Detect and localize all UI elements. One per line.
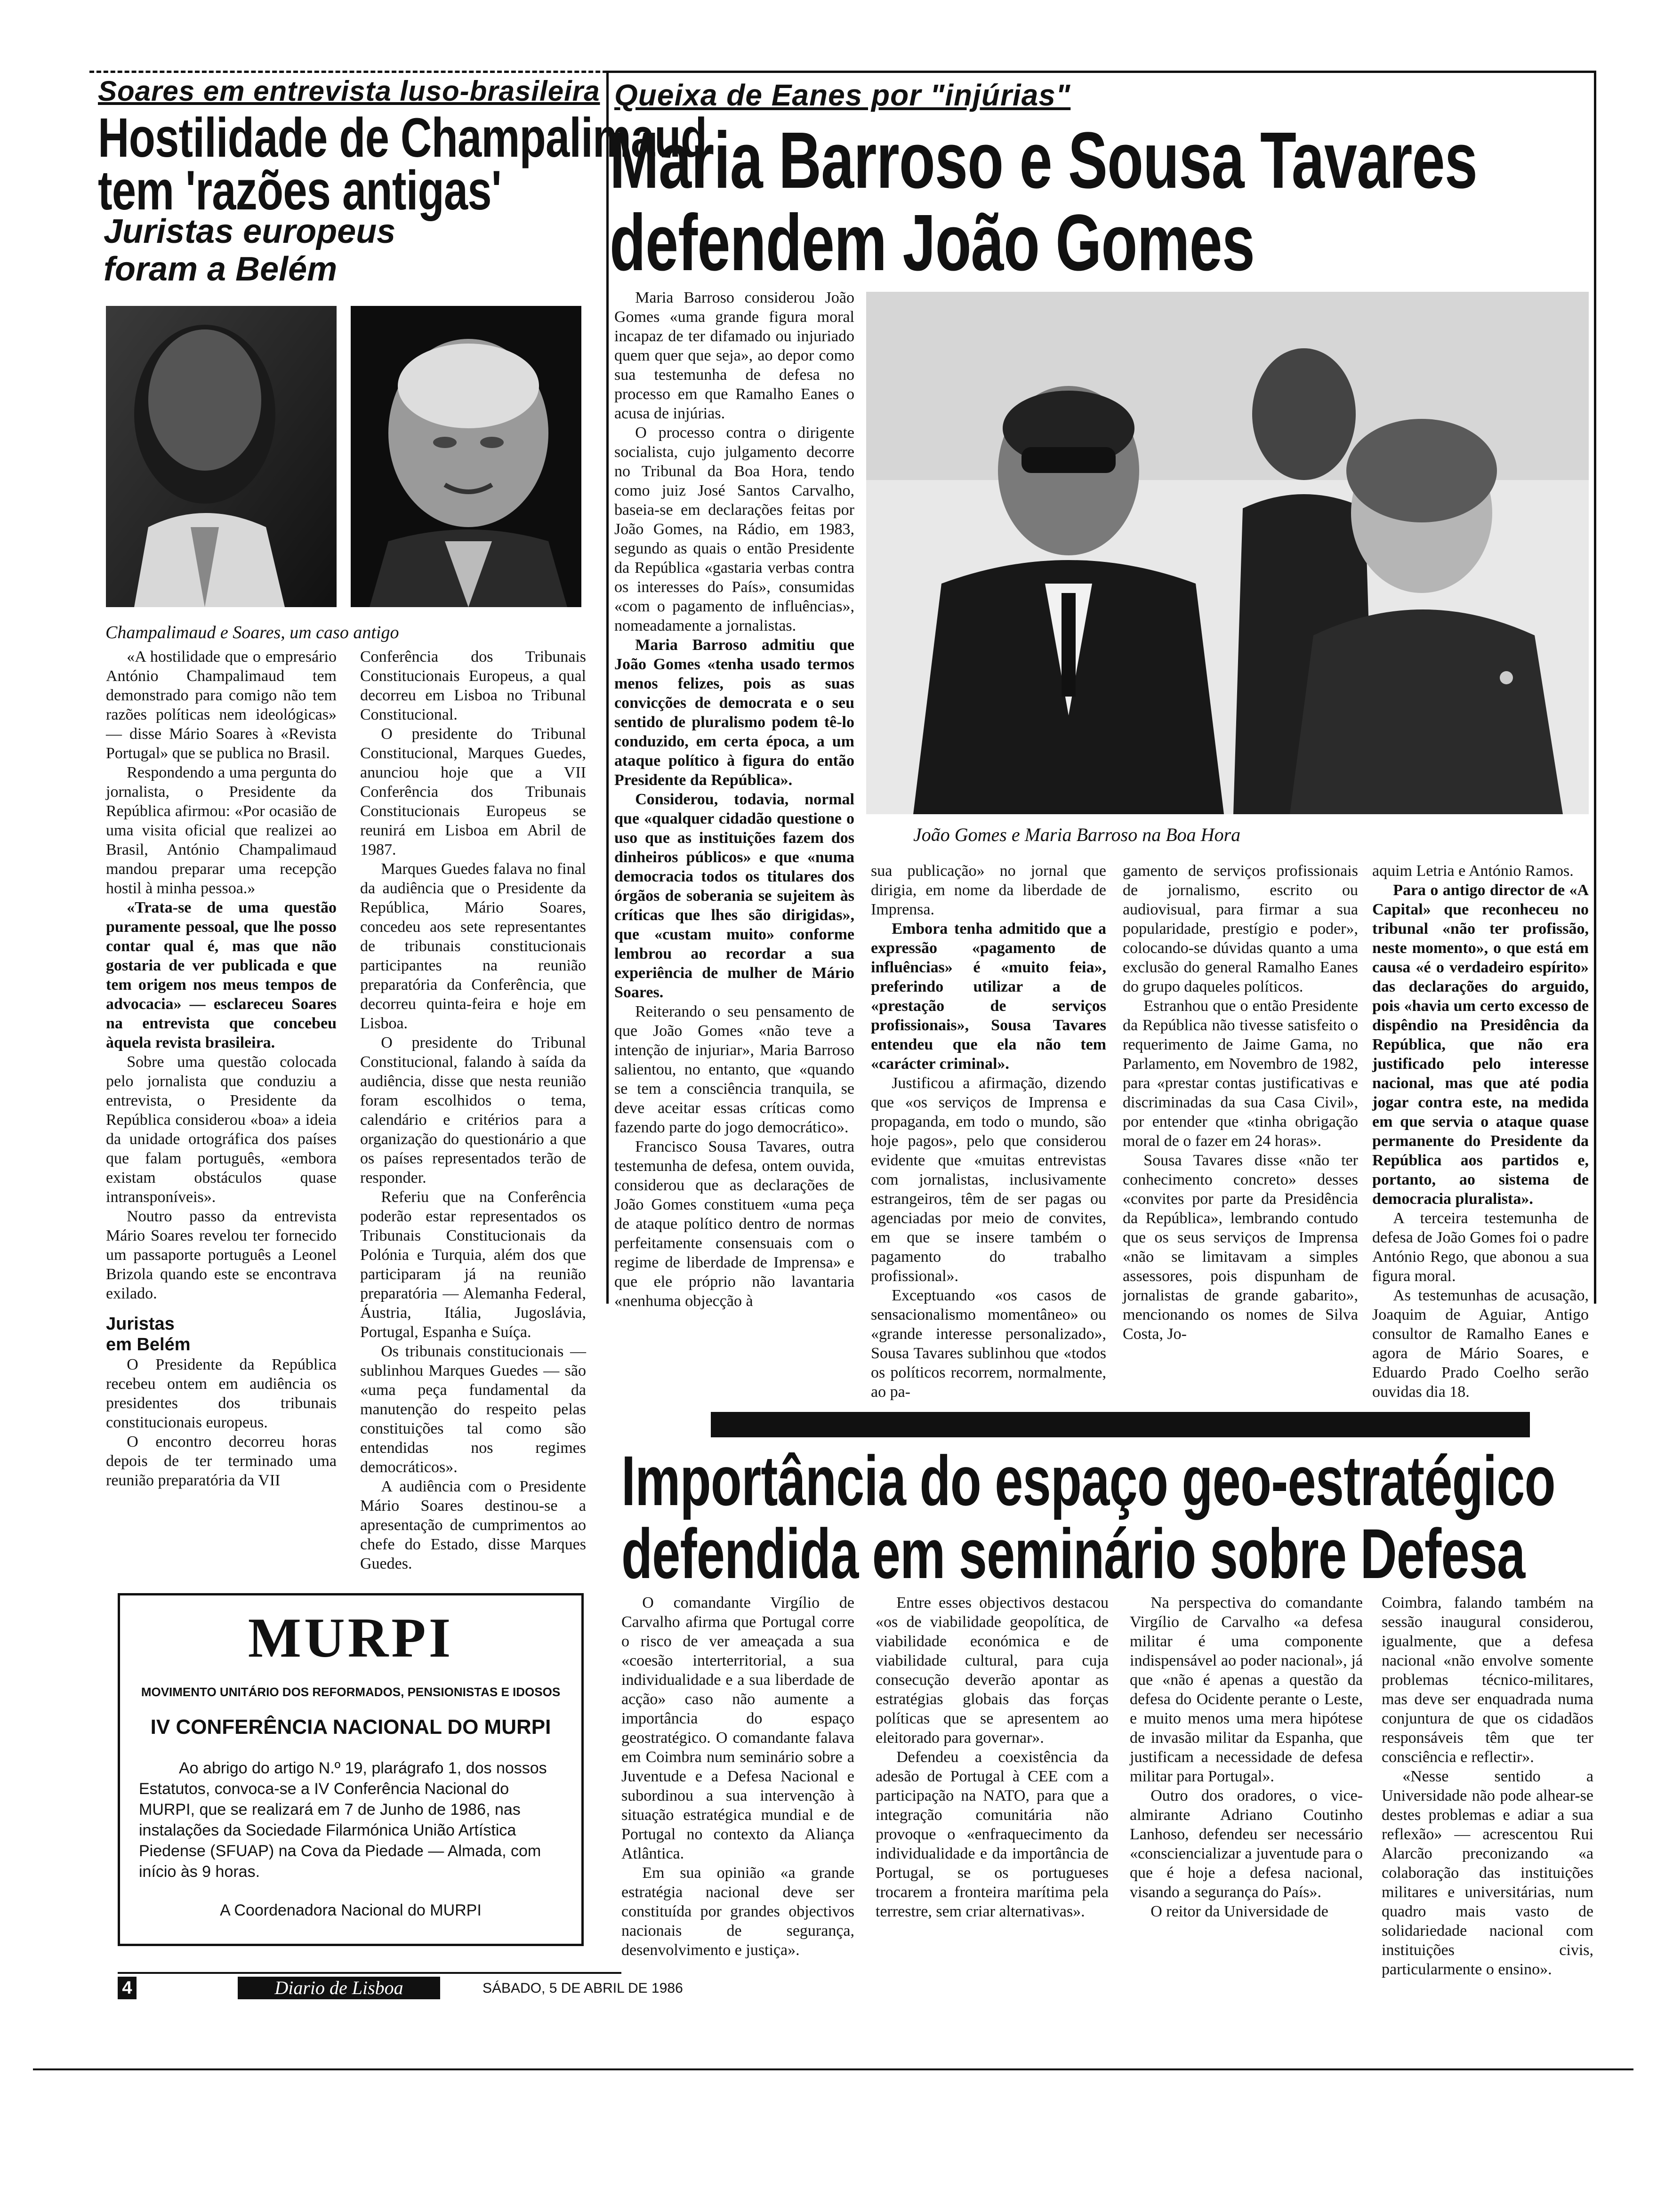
paragraph: Coimbra, falando também na sessão inaugural considerou, igualmente, que a defesa nacional «não envolve somente problemas técnico-militares, mas deve ser enquadrada numa conjuntura de que os cidadãos responsáveis têm que ter consciência e reflectir».: [1382, 1594, 1593, 1766]
paragraph: «Nesse sentido a Universidade não pode alhear-se destes problemas e adiar a sua reflexão» — acrescentou Rui Alarcão preconizando «a colaboração das instituições militares e universitárias, num quadro mais vasto de solidariedade nacional com instituições civis, particularmente o ensino».: [1382, 1768, 1593, 1978]
paragraph: «A hostilidade que o empresário António Champalimaud tem demonstrado para comigo não tem razões políticas nem ideológicas» — disse Mário Soares à «Revista Portugal» que se publica no Brasil.: [106, 648, 337, 762]
paragraph: Marques Guedes falava no final da audiência que o Presidente da República, Mário Soares, concedeu aos sete representantes de tribunais constitucionais participantes na reunião preparatória da Conferência, que decorreu quinta-feira e hoje em Lisboa.: [360, 860, 586, 1032]
paragraph: Exceptuando «os casos de sensacionalismo momentâneo» ou «grande interesse personalizado», Sousa Tavares sublinhou que «todos os políticos recorrem, normalmente, ao pa-: [871, 1287, 1106, 1401]
paragraph: Maria Barroso admitiu que João Gomes «tenha usado termos menos felizes, pois as suas convicções de democrata e o seu sentido de pluralismo podem tê-lo conduzido, em certa época, a um ataque político à figura do então Presidente da República».: [614, 636, 854, 789]
paragraph: Conferência dos Tribunais Constitucionais Europeus, a qual decorreu em Lisboa no Tribunal Constitucional.: [360, 648, 586, 723]
paragraph: aquim Letria e António Ramos.: [1372, 862, 1574, 880]
murpi-advertisement: [118, 1593, 584, 1946]
paragraph: O reitor da Universidade de: [1150, 1903, 1328, 1920]
paragraph: Francisco Sousa Tavares, outra testemunha de defesa, ontem ouvida, considerou que as declarações de João Gomes constituem «uma peça de ataque político dentro de normas perfeitamente consensuais com o regime de liberdade de Imprensa» e que ele próprio não lavantaria «nenhuma objecção à: [614, 1138, 854, 1310]
paragraph: Noutro passo da entrevista Mário Soares revelou ter fornecido um passaporte português a Leonel Brizola quando este se encontrava exilado.: [106, 1208, 337, 1302]
defence-article-headline-line2: defendida em seminário sobre Defesa: [621, 1514, 1525, 1593]
paragraph: Em sua opinião «a grande estratégia nacional deve ser constituída por grandes objectivos nacionais de segurança, desenvolvimento e justiça».: [621, 1864, 854, 1959]
paragraph: Para o antigo director de «A Capital» que reconheceu no tribunal «não ter profissão, neste momento», o que está em causa «é o verdadeiro espírito» das declarações do arguido, pois «havia um certo excesso de dispêndio na Presidência da República, que não era justificado pelo interesse nacional, mas que até podia jogar contra este, na medida em que servia o ataque quase permanente do Presidente da República aos partidos e, portanto, ao sistema de democracia pluralista».: [1372, 882, 1589, 1208]
footer-rule: [118, 1972, 621, 1974]
paragraph: Respondendo a uma pergunta do jornalista, o Presidente da República afirmou: «Por ocasião de uma visita oficial que realizei ao Brasil, António Champalimaud mandou preparar uma recepção hostil à minha pessoa.»: [106, 764, 337, 897]
masthead: Diario de Lisboa: [274, 1977, 403, 1998]
right-article-kicker: Queixa de Eanes por "injúrias": [614, 78, 1071, 112]
defence-article-column-1: [621, 1593, 854, 1979]
left-article-subhead-line2: foram a Belém: [104, 250, 338, 288]
paragraph: A audiência com o Presidente Mário Soares destinou-se a apresentação de cumprimentos ao chefe do Estado, disse Marques Guedes.: [360, 1478, 586, 1572]
paragraph: Defendeu a coexistência da adesão de Portugal à CEE com a participação na NATO, para que a integração comunitária não provoque o «enfraquecimento da individualidade e da importância de Portugal, se os portugueses trocarem a fronteira marítima pela terrestre, sem criar alternativas».: [876, 1748, 1109, 1920]
paragraph: O processo contra o dirigente socialista, cujo julgamento decorre no Tribunal da Boa Hora, tendo como juiz José Santos Carvalho, baseia-se em declarações feitas por João Gomes, na Rádio, em 1983, segundo as quais o então Presidente da República «gastaria verbas contra os interesses do País», consumidas «com o pagamento de influências», nomeadamente a jornalistas.: [614, 424, 854, 634]
paragraph: O presidente do Tribunal Constitucional, falando à saída da audiência, disse que nesta reunião foram escolhidos o tema, calendário e critérios para a organização do questionário a que os países representados terão de responder.: [360, 1034, 586, 1186]
right-article-right-border: [1594, 71, 1596, 1304]
paragraph: Embora tenha admitido que a expressão «pagamento de influências» é «muito feia», preferindo utilizar a de «prestação de serviços profissionais», Sousa Tavares entendeu que ela não tem «carácter criminal».: [871, 920, 1106, 1073]
paragraph: Estranhou que o então Presidente da República não tivesse satisfeito o requerimento de Jaime Gama, no Parlamento, em Novembro de 1982, para «prestar contas justificativas e discriminadas da sua Casa Civil», por entender que «tinha obrigação moral de o fazer em 24 horas».: [1123, 997, 1358, 1150]
soares-photo: [351, 306, 581, 607]
top-right-rule: [607, 71, 1596, 73]
left-article-column-2: [360, 647, 586, 1572]
defence-article-top-bar: [711, 1412, 1530, 1437]
paragraph: Justificou a afirmação, dizendo que «os serviços de Imprensa e propaganda, em todo o mundo, são hoje pagos», pelo que considerou evidente que «muitas entrevistas com jornalistas, inclusivamente estrangeiros, têm de ser pagas ou agenciadas por meio de convites, em que se insere também o pagamento do trabalho profissional».: [871, 1074, 1106, 1285]
paragraph: Sousa Tavares disse «não ter conhecimento concreto» desses «convites por parte da Presidência da República», lembrando contudo que os seus serviços de Imprensa «não se limitavam a simples assessores, pois dispunham de jornalistas de grande gabarito», mencionando os nomes de Silva Costa, Jo-: [1123, 1152, 1358, 1343]
section-subtitle: em Belém: [106, 1335, 191, 1354]
paragraph: O presidente do Tribunal Constitucional, Marques Guedes, anunciou hoje que a VII Conferência dos Tribunais Constitucionais Europeus se reunirá em Lisboa em Abril de 1987.: [360, 725, 586, 858]
murpi-body: Ao abrigo do artigo N.º 19, plarágrafo 1, dos nossos Estatutos, convoca-se a IV Conferência Nacional do MURPI, que se realizará em 7 de Junho de 1986, nas instalações da Sociedade Filarmónica União Artística Piedense (SFUAP) na Cova da Piedade — Almada, com início às 9 horas.: [139, 1759, 547, 1881]
paragraph: «Trata-se de uma questão puramente pessoal, que lhe posso contar qual é, mas que não gostaria de ver publicada e que tem origem nos meus tempos de advocacia» — esclareceu Soares na entrevista que concebeu àquela revista brasileira.: [106, 899, 337, 1051]
footer-date: SÁBADO, 5 DE ABRIL DE 1986: [483, 1980, 683, 1996]
section-subtitle: Juristas: [106, 1314, 175, 1334]
right-article-photo-caption: João Gomes e Maria Barroso na Boa Hora: [913, 824, 1241, 845]
paragraph: Sobre uma questão colocada pelo jornalista que conduziu a entrevista, o Presidente da República considerou «boa» a ideia da unidade ortográfica dos países que falam português, «embora existam obstáculos quase intransponíveis».: [106, 1053, 337, 1206]
defence-article-column-4: [1382, 1593, 1593, 1979]
right-article-column-2: [871, 861, 1106, 1412]
paragraph: Referiu que na Conferência poderão estar representados os Tribunais Constitucionais da Polónia e Turquia, além dos que participaram já na reunião preparatória — Alemanha Federal, Áustria, Itália, Jugoslávia, Portugal, Espanha e Suíça.: [360, 1188, 586, 1341]
left-article-headline-line2: tem 'razões antigas': [98, 160, 501, 222]
paragraph: A terceira testemunha de defesa de João Gomes foi o padre António Rego, que abonou a sua figura moral.: [1372, 1210, 1589, 1285]
right-article-headline-line1: Maria Barroso e Sousa Tavares: [610, 116, 1478, 205]
right-article-left-border: [606, 71, 609, 1304]
left-article-photo-caption: Champalimaud e Soares, um caso antigo: [105, 623, 399, 642]
right-article-column-1: [614, 288, 854, 1418]
paragraph: Na perspectiva do comandante Virgílio de Carvalho «a defesa militar é uma componente indispensável ao poder nacional», já que «não é apenas a questão da defesa do Ocidente perante o Leste, e muito menos uma mera hipótese de invasão militar da Espanha, que justificam a necessidade de defesa militar para Portugal».: [1130, 1594, 1363, 1785]
murpi-title: MURPI: [248, 1606, 454, 1669]
paragraph: O Presidente da República recebeu ontem em audiência os presidentes dos tribunais constitucionais europeus.: [106, 1356, 337, 1431]
joao-gomes-maria-barroso-photo: [866, 292, 1589, 814]
paragraph: Entre esses objectivos destacou «os de viabilidade geopolítica, de viabilidade económica e de viabilidade cultural, para cuja consecução deverão apontar as estratégias globais das forças políticas que se apresentem ao eleitorado para governar».: [876, 1594, 1109, 1747]
paragraph: sua publicação» no jornal que dirigia, em nome da liberdade de Imprensa.: [871, 862, 1106, 918]
masthead-box: [238, 1977, 440, 1999]
paragraph: Maria Barroso considerou João Gomes «uma grande figura moral incapaz de ter difamado ou injuriado quem quer que seja», ao depor como sua testemunha de defesa no processo em que Ramalho Eanes o acusa de injúrias.: [614, 289, 854, 422]
paragraph: Outro dos oradores, o vice-almirante Adriano Coutinho Lanhoso, defendeu ser necessário «consciencializar a juventude para o que é hoje a defesa nacional, visando a segurança do País».: [1130, 1787, 1363, 1901]
bottom-page-rule: [33, 2068, 1633, 2070]
paragraph: Os tribunais constitucionais — sublinhou Marques Guedes — são «uma peça fundamental da manutenção do respeito pelas constituições tal como são entendidas nos regimes democráticos».: [360, 1343, 586, 1476]
murpi-subtitle: MOVIMENTO UNITÁRIO DOS REFORMADOS, PENSIONISTAS E IDOSOS: [141, 1685, 561, 1699]
top-left-dashed-rule: [89, 71, 607, 73]
defence-article-column-3: [1130, 1593, 1363, 1979]
paragraph: Considerou, todavia, normal que «qualquer cidadão questione o uso que as instituições fazem dos dinheiros públicos» e que «numa democracia todos os titulares dos órgãos de soberania se sujeitem às críticas que lhes são dirigidas», que «custam muito» conforme lembrou ao recordar a sua experiência de mulher de Mário Soares.: [614, 791, 854, 1001]
defence-article-column-2: [876, 1593, 1109, 1979]
page-number-box: [118, 1977, 137, 1999]
right-article-column-4: [1372, 861, 1589, 1412]
left-article-kicker: Soares em entrevista luso-brasileira: [98, 75, 600, 107]
defence-article-headline-line1: Importância do espaço geo-estratégico: [621, 1441, 1555, 1520]
left-article-subhead-line1: Juristas europeus: [104, 213, 396, 250]
paragraph: As testemunhas de acusação, Joaquim de Aguiar, Antigo consultor de Ramalho Eanes e agora de Mário Soares, e Eduardo Prado Coelho serão ouvidas dia 18.: [1372, 1287, 1589, 1401]
left-article-column-1: [106, 647, 337, 1489]
paragraph: O encontro decorreu horas depois de ter terminado uma reunião preparatória da VII: [106, 1433, 337, 1489]
left-article-headline-line1: Hostilidade de Champalimaud: [98, 107, 707, 169]
page-number: 4: [122, 1978, 132, 1998]
murpi-signature: A Coordenadora Nacional do MURPI: [220, 1901, 482, 1919]
right-article-headline-line2: defendem João Gomes: [610, 198, 1255, 288]
murpi-heading: IV CONFERÊNCIA NACIONAL DO MURPI: [150, 1715, 551, 1739]
champalimaud-photo: [106, 306, 337, 607]
right-article-column-3: [1123, 861, 1358, 1412]
paragraph: gamento de serviços profissionais de jornalismo, escrito ou audiovisual, para firmar a sua popularidade, prestígio e poder», colocando-se dúvidas quanto a uma exclusão do general Ramalho Eanes do grupo daqueles políticos.: [1123, 862, 1358, 995]
paragraph: Reiterando o seu pensamento de que João Gomes «não teve a intenção de injuriar», Maria Barroso salientou, no entanto, que «quando se tem a consciência tranquila, se deve aceitar essas críticas como fazendo parte do jogo democrático».: [614, 1003, 854, 1136]
paragraph: O comandante Virgílio de Carvalho afirma que Portugal corre o risco de ver ameaçada a sua «coesão interterritorial, a sua individualidade e a sua liberdade de acção» caso não aumente a importância do espaço geostratégico. O comandante falava em Coimbra num seminário sobre a Juventude e a Defesa Nacional e subordinou a sua intervenção à situação estratégica mundial e de Portugal no contexto da Aliança Atlântica.: [621, 1594, 854, 1862]
